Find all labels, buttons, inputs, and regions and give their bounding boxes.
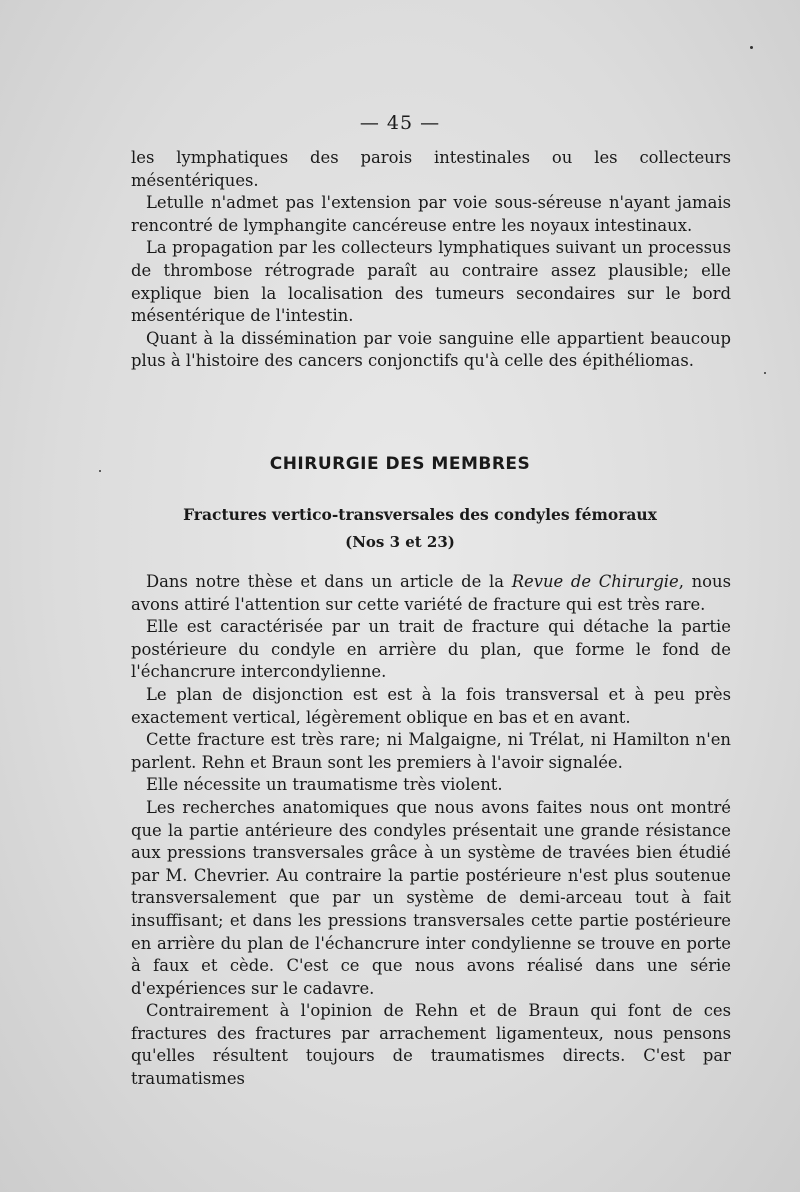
paragraph: La propagation par les collecteurs lymphatiques suivant un processus de thrombose rétrograde paraît au contraire assez plausible; elle explique bien la localisation des tumeurs secondaires sur le bord mésentérique de l'intestin. [131,238,731,326]
paragraph: Le plan de disjonction est est à la fois transversal et à peu près exactement vertical, légèrement oblique en bas et en avant. [131,684,731,727]
paragraph: Quant à la dissémination par voie sanguine elle appartient beaucoup plus à l'histoire des cancers conjonctifs qu'à celle des épithéliomas. [131,328,731,371]
paragraph: Letulle n'admet pas l'extension par voie sous-séreuse n'ayant jamais rencontré de lymphangite cancéreuse entre les noyaux intestinaux. [131,193,731,235]
paragraph: les lymphatiques des parois intestinales ou les collecteurs mésentériques. [131,148,731,190]
paragraph: Cette fracture est très rare; ni Malgaigne, ni Trélat, ni Hamilton n'en parlent. Rehn et Braun sont les premiers à l'avoir signalée. [131,730,731,772]
intro-text-block [131,147,731,373]
paragraph: Contrairement à l'opinion de Rehn et de Braun qui font de ces fractures des fractures par arrachement ligamenteux, nous pensons qu'elles résultent toujours de traumatismes directs. C'est par traumatismes [131,1001,731,1089]
paragraph-text: , nous avons attiré l'attention sur cette variété de fracture qui est très rare. [131,572,732,614]
subsection-heading: Fractures vertico-transversales des condyles fémoraux [183,505,657,524]
paragraph-text: Dans notre thèse et dans un article de la [146,572,512,591]
section-heading: CHIRURGIE DES MEMBRES [269,454,531,474]
paragraph: Elle nécessite un traumatisme très violent. [146,775,503,795]
page-number: — 45 — [359,112,441,134]
paragraph [131,571,731,616]
journal-title: Revue de Chirurgie [511,572,679,591]
paper-speck [750,46,753,49]
reference-numbers: (Nos 3 et 23) [345,533,455,551]
paper-speck [764,372,766,374]
body-text-block [131,571,731,1091]
paper-speck [99,470,101,472]
paragraph: Elle est caractérisée par un trait de fracture qui détache la partie postérieure du condyle en arrière du plan, que forme le fond de l'échancrure intercondylienne. [131,617,731,682]
paragraph: Les recherches anatomiques que nous avons faites nous ont montré que la partie antérieure des condyles présentait une grande résistance aux pressions transversales grâce à un système de travées bien étudié par M. Chevrier. Au contraire la partie postérieure n'est plus soutenue transversalement que par un système de demi-arceau tout à fait insuffisant; et dans les pressions transversales cette partie postérieure en arrière du plan de l'échancrure inter condylienne se trouve en porte à faux et cède. C'est ce que nous avons réalisé dans une série d'expériences sur le cadavre. [131,797,731,998]
